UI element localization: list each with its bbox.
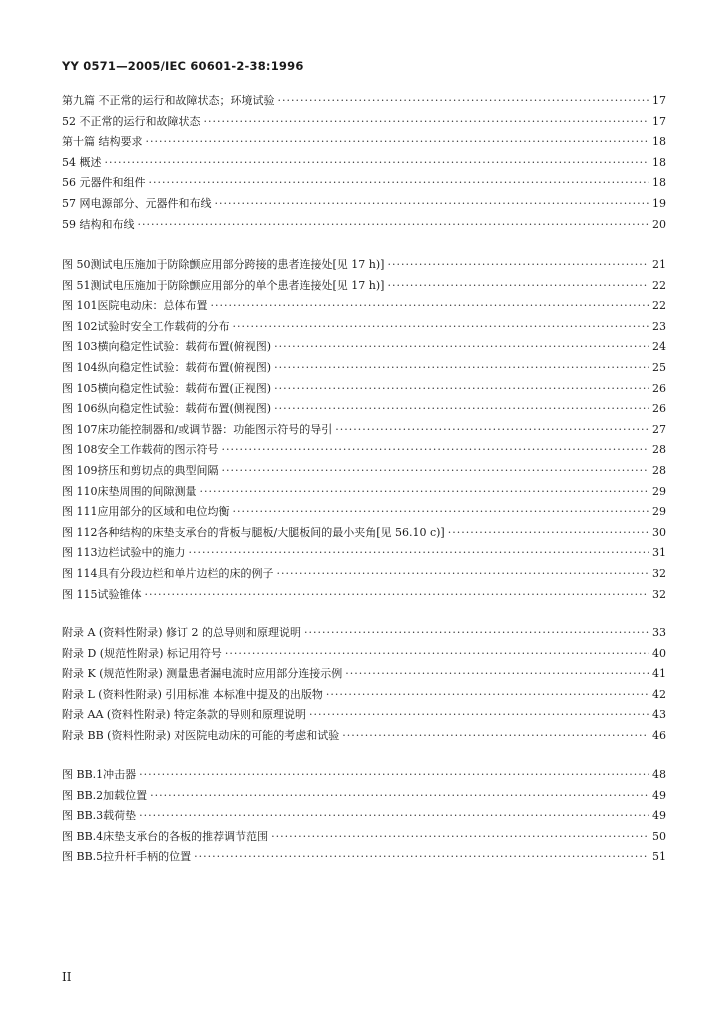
toc-section-figures — [62, 256, 666, 606]
toc-entry-title: 纵向稳定性试验：载荷布置(俯视图) — [97, 360, 272, 374]
toc-entry-title: 纵向稳定性试验：载荷布置(侧视图) — [97, 402, 272, 416]
toc-entry-title: 冲击器 — [103, 768, 137, 781]
toc-entry-title: 具有分段边栏和单片边栏的床的例子 — [97, 566, 274, 580]
toc-entry — [62, 154, 666, 175]
dot-leader — [105, 156, 650, 169]
toc-entry-page: 33 — [652, 626, 666, 639]
toc-entry — [62, 665, 666, 686]
toc-entry — [62, 297, 666, 318]
toc-entry-page: 48 — [652, 768, 666, 781]
toc-entry-page: 25 — [652, 360, 666, 374]
page-number: II — [62, 970, 72, 984]
toc-entry — [62, 544, 666, 565]
toc-entry — [62, 133, 666, 154]
dot-leader — [335, 423, 649, 436]
toc-entry-title: 测试电压施加于防除颤应用部分的单个患者连接处[见 17 h)] — [90, 278, 385, 292]
toc-entry — [62, 565, 666, 586]
toc-entry-page: 23 — [652, 319, 666, 333]
dot-leader — [222, 443, 650, 456]
dot-leader — [274, 361, 649, 374]
toc-entry — [62, 400, 666, 421]
toc-entry — [62, 441, 666, 462]
toc-entry-page: 30 — [652, 525, 666, 539]
dot-leader — [274, 382, 649, 395]
toc-entry — [62, 92, 666, 113]
toc-entry-title: 54 概述 — [62, 155, 102, 169]
dot-leader — [274, 340, 649, 353]
toc-entry — [62, 483, 666, 504]
toc-entry-title: 横向稳定性试验：载荷布置(正视图) — [97, 381, 272, 395]
toc-entry — [62, 787, 666, 808]
toc-entry-title: 载荷垫 — [103, 809, 137, 823]
toc-entry-number: 图 101 — [62, 299, 98, 313]
toc-entry-title: 试验时安全工作载荷的分布 — [97, 319, 230, 333]
toc-entry — [62, 624, 666, 645]
dot-leader — [146, 135, 650, 148]
dot-leader — [326, 688, 649, 701]
toc-entry-number: 图 BB.4 — [62, 829, 104, 843]
toc-entry-number: 图 115 — [62, 587, 98, 601]
toc-entry — [62, 727, 666, 748]
toc-entry-page: 46 — [652, 728, 666, 742]
toc-entry — [62, 686, 666, 707]
dot-leader — [222, 464, 650, 477]
toc-entry-page: 28 — [652, 463, 666, 477]
toc-entry-page: 18 — [652, 155, 666, 169]
dot-leader — [145, 588, 650, 601]
toc-entry-page: 43 — [652, 708, 666, 722]
toc-entry-number: 图 BB.2 — [62, 788, 104, 802]
dot-leader — [271, 830, 649, 843]
toc-entry-title: 加载位置 — [103, 788, 148, 802]
toc-entry-page: 17 — [652, 114, 666, 128]
dot-leader — [139, 809, 649, 822]
toc-entry-number: 图 107 — [62, 422, 98, 436]
dot-leader — [233, 505, 650, 518]
toc-entry-page: 29 — [652, 505, 666, 519]
toc-section-annexes — [62, 624, 666, 748]
toc-entry-title: 57 网电源部分、元器件和布线 — [62, 196, 212, 210]
toc-entry-page: 28 — [652, 443, 666, 457]
toc-entry — [62, 462, 666, 483]
toc-entry-page: 29 — [652, 484, 666, 498]
toc-entry-title: 床垫支承台的各板的推荐调节范围 — [103, 829, 269, 843]
toc-entry-number: 图 50 — [62, 258, 91, 271]
dot-leader — [150, 789, 649, 802]
dot-leader — [304, 626, 649, 639]
dot-leader — [342, 729, 649, 742]
dot-leader — [387, 279, 649, 292]
page-header: YY 0571—2005/IEC 60601-2-38:1996 — [62, 59, 304, 73]
toc-entry-page: 19 — [652, 196, 666, 210]
toc-entry-page: 26 — [652, 381, 666, 395]
toc-entry — [62, 586, 666, 607]
dot-leader — [278, 94, 650, 107]
toc-entry-number: 图 102 — [62, 319, 98, 333]
dot-leader — [309, 708, 649, 721]
toc-section-chapters — [62, 92, 666, 236]
toc-entry — [62, 380, 666, 401]
toc-entry — [62, 277, 666, 298]
toc-entry-page: 26 — [652, 402, 666, 416]
toc-entry-title: 59 结构和布线 — [62, 217, 135, 231]
toc-entry-title: 第九篇 不正常的运行和故障状态；环境试验 — [62, 94, 275, 107]
toc-entry-title: 拉升杆手柄的位置 — [103, 850, 192, 864]
toc-entry-page: 27 — [652, 422, 666, 436]
toc-entry-title: 各种结构的床垫支承台的背板与腿板/大腿板间的最小夹角[见 56.10 c)] — [97, 525, 445, 539]
toc-entry-page: 40 — [652, 646, 666, 660]
dot-leader — [139, 768, 649, 781]
toc-entry-page: 32 — [652, 566, 666, 580]
toc-entry-number: 图 108 — [62, 443, 98, 457]
toc-entry-title: 附录 D (规范性附录) 标记用符号 — [62, 646, 222, 660]
toc-entry — [62, 807, 666, 828]
toc-entry-title: 横向稳定性试验：载荷布置(俯视图) — [97, 340, 272, 354]
toc-entry-title: 床垫周围的间隙测量 — [97, 484, 197, 498]
toc-entry-title: 试验锥体 — [97, 587, 142, 601]
toc-entry-title: 医院电动床：总体布置 — [97, 299, 208, 313]
toc-entry-page: 18 — [652, 135, 666, 149]
toc-entry-number: 图 110 — [62, 484, 98, 498]
toc-entry-title: 应用部分的区域和电位均衡 — [97, 505, 230, 519]
toc-entry-page: 18 — [652, 176, 666, 190]
toc-entry-number: 图 BB.3 — [62, 809, 104, 823]
toc-entry-page: 49 — [652, 809, 666, 823]
toc-entry-page: 51 — [652, 850, 666, 864]
toc-entry — [62, 421, 666, 442]
dot-leader — [138, 218, 650, 231]
toc-entry-title: 附录 AA (资料性附录) 特定条款的导则和原理说明 — [62, 708, 306, 722]
toc-entry-title: 挤压和剪切点的典型间隔 — [97, 463, 219, 477]
dot-leader — [215, 197, 650, 210]
dot-leader — [211, 299, 650, 312]
toc-entry-page: 31 — [652, 546, 666, 560]
dot-leader — [149, 176, 650, 189]
toc-entry-page: 50 — [652, 829, 666, 843]
toc-entry-title: 附录 L (资料性附录) 引用标准 本标准中提及的出版物 — [62, 687, 323, 701]
toc-entry-number: 图 BB.1 — [62, 768, 104, 781]
toc-entry — [62, 524, 666, 545]
dot-leader — [274, 402, 649, 415]
toc-entry-number: 图 111 — [62, 505, 98, 519]
toc-entry-title: 床功能控制器和/或调节器：功能图示符号的导引 — [97, 422, 333, 436]
toc-entry-number: 图 103 — [62, 340, 98, 354]
toc-entry — [62, 174, 666, 195]
toc-entry-page: 32 — [652, 587, 666, 601]
dot-leader — [277, 567, 650, 580]
toc-entry-page: 17 — [652, 94, 666, 107]
toc-entry-title: 附录 K (规范性附录) 测量患者漏电流时应用部分连接示例 — [62, 667, 343, 681]
toc-entry-number: 图 106 — [62, 402, 98, 416]
toc-entry-page: 49 — [652, 788, 666, 802]
toc-entry-number: 图 112 — [62, 525, 98, 539]
toc-entry-title: 附录 A (资料性附录) 修订 2 的总导则和原理说明 — [62, 626, 302, 639]
toc-entry-page: 41 — [652, 667, 666, 681]
toc-entry — [62, 216, 666, 237]
toc-entry — [62, 318, 666, 339]
toc-entry — [62, 503, 666, 524]
toc-entry-number: 图 BB.5 — [62, 850, 104, 864]
dot-leader — [345, 667, 649, 680]
toc-entry — [62, 359, 666, 380]
toc-entry — [62, 256, 666, 277]
dot-leader — [194, 850, 649, 863]
dot-leader — [204, 115, 650, 128]
toc-entry-number: 图 114 — [62, 566, 98, 580]
toc-entry-page: 21 — [652, 258, 666, 271]
toc-entry-title: 安全工作载荷的图示符号 — [97, 443, 219, 457]
dot-leader — [225, 647, 649, 660]
toc-entry-title: 第十篇 结构要求 — [62, 135, 143, 149]
toc-entry — [62, 113, 666, 134]
toc-entry-page: 22 — [652, 278, 666, 292]
toc-entry — [62, 848, 666, 869]
toc-entry-page: 42 — [652, 687, 666, 701]
toc-entry-number: 图 113 — [62, 546, 98, 560]
toc-entry — [62, 766, 666, 787]
dot-leader — [189, 546, 650, 559]
toc-entry-title: 附录 BB (资料性附录) 对医院电动床的可能的考虑和试验 — [62, 728, 340, 742]
toc-section-annex-figures — [62, 766, 666, 869]
toc-entry-page: 22 — [652, 299, 666, 313]
toc-entry-title: 测试电压施加于防除颤应用部分跨接的患者连接处[见 17 h)] — [90, 258, 385, 271]
toc-entry-title: 52 不正常的运行和故障状态 — [62, 114, 201, 128]
toc-entry — [62, 338, 666, 359]
toc-entry — [62, 645, 666, 666]
dot-leader — [233, 320, 650, 333]
toc-entry-page: 20 — [652, 217, 666, 231]
toc-entry — [62, 706, 666, 727]
toc-entry-number: 图 104 — [62, 360, 98, 374]
toc-entry-number: 图 51 — [62, 278, 91, 292]
toc-entry — [62, 828, 666, 849]
toc-entry-title: 边栏试验中的施力 — [97, 546, 186, 560]
toc-entry-number: 图 109 — [62, 463, 98, 477]
dot-leader — [200, 485, 650, 498]
toc-entry-title: 56 元器件和组件 — [62, 176, 146, 190]
toc-entry-number: 图 105 — [62, 381, 98, 395]
toc-entry — [62, 195, 666, 216]
dot-leader — [448, 526, 649, 539]
dot-leader — [387, 258, 649, 271]
toc-entry-page: 24 — [652, 340, 666, 354]
